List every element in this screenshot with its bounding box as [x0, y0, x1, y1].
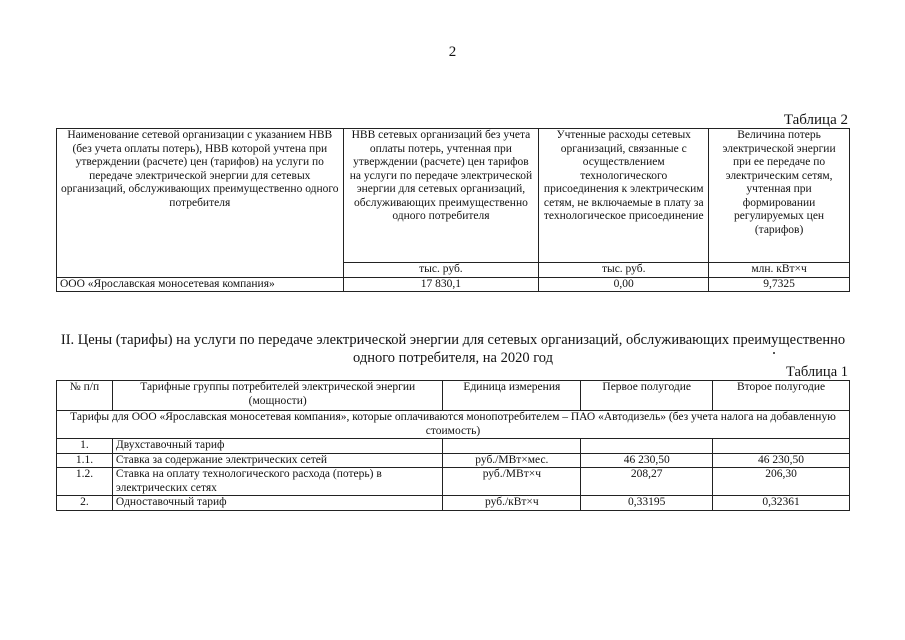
table-cell: 0,33195: [581, 496, 713, 511]
scan-speck: [773, 352, 775, 354]
table-header-cell: Величина потерь электрической энергии при ее передаче по электрическим сетям, учтенная при формировании регулируемых цен (тарифов): [709, 129, 850, 263]
table-unit-cell: млн. кВт×ч: [709, 263, 850, 278]
table-header-row: [57, 129, 850, 263]
table-cell: 0,32361: [713, 496, 850, 511]
table-row: [57, 277, 850, 292]
table-header-cell: Единица измерения: [443, 381, 581, 411]
table-header-cell: НВВ сетевых организаций без учета оплаты потерь, учтенная при утверждении (расчете) цен тарифов на услуги по передаче электрической энергии для сетевых организаций, обслуживающих преимущественно одного потребителя: [343, 129, 539, 263]
table1-caption: Таблица 1: [785, 364, 848, 380]
table-cell: 17 830,1: [343, 277, 539, 292]
table-row: [57, 439, 850, 454]
table-cell: руб./кВт×ч: [443, 496, 581, 511]
table-header-row: [57, 381, 850, 411]
table-row: [57, 468, 850, 496]
table-header-cell: Учтенные расходы сетевых организаций, связанные с осуществлением технологического присоединения к электрическим сетям, не включаемые в плату за технологическое присоединение: [539, 129, 709, 263]
table-cell: 2.: [57, 496, 113, 511]
page-number: 2: [448, 44, 457, 60]
table-header-cell: Наименование сетевой организации с указанием НВВ (без учета оплаты потерь), НВВ которой учтена при утверждении (расчете) цен (тарифов) на услуги по передаче электрической энергии для сетевых организаций, обслуживающих преимущественно одного потребителя: [57, 129, 344, 278]
table-unit-cell: тыс. руб.: [343, 263, 539, 278]
table2-caption: Таблица 2: [783, 112, 848, 128]
table-group-cell: Тарифы для ООО «Ярославская моносетевая компания», которые оплачиваются монопотребителем – ПАО «Автодизель» (без учета налога на добавленную стоимость): [57, 411, 850, 439]
table-cell: руб./МВт×мес.: [443, 453, 581, 468]
table-cell: руб./МВт×ч: [443, 468, 581, 496]
table-cell: 9,7325: [709, 277, 850, 292]
tariff-table: [56, 380, 850, 511]
table-cell: Ставка за содержание электрических сетей: [112, 453, 443, 468]
table-cell: [443, 439, 581, 454]
table-header-cell: Первое полугодие: [581, 381, 713, 411]
table-cell: 1.2.: [57, 468, 113, 496]
table-cell: 46 230,50: [713, 453, 850, 468]
table-cell: [581, 439, 713, 454]
table-cell: 1.1.: [57, 453, 113, 468]
table-row: [57, 453, 850, 468]
table-group-row: [57, 411, 850, 439]
table-cell: Ставка на оплату технологического расхода (потерь) в электрических сетях: [112, 468, 443, 496]
table-cell: [713, 439, 850, 454]
table-unit-cell: тыс. руб.: [539, 263, 709, 278]
table-header-cell: Тарифные группы потребителей электрической энергии (мощности): [112, 381, 443, 411]
table-cell: 208,27: [581, 468, 713, 496]
table-header-cell: Второе полугодие: [713, 381, 850, 411]
network-costs-table: [56, 128, 850, 292]
section-title: II. Цены (тарифы) на услуги по передаче электрической энергии для сетевых организаций, обслуживающих преимущественно одного потребителя, на 2020 год: [60, 332, 846, 366]
table-cell: Одноставочный тариф: [112, 496, 443, 511]
table-row: [57, 496, 850, 511]
table-cell: 1.: [57, 439, 113, 454]
table-cell: ООО «Ярославская моносетевая компания»: [57, 277, 344, 292]
table-cell: 0,00: [539, 277, 709, 292]
table-header-cell: № п/п: [57, 381, 113, 411]
table-cell: Двухставочный тариф: [112, 439, 443, 454]
table-cell: 46 230,50: [581, 453, 713, 468]
table-cell: 206,30: [713, 468, 850, 496]
